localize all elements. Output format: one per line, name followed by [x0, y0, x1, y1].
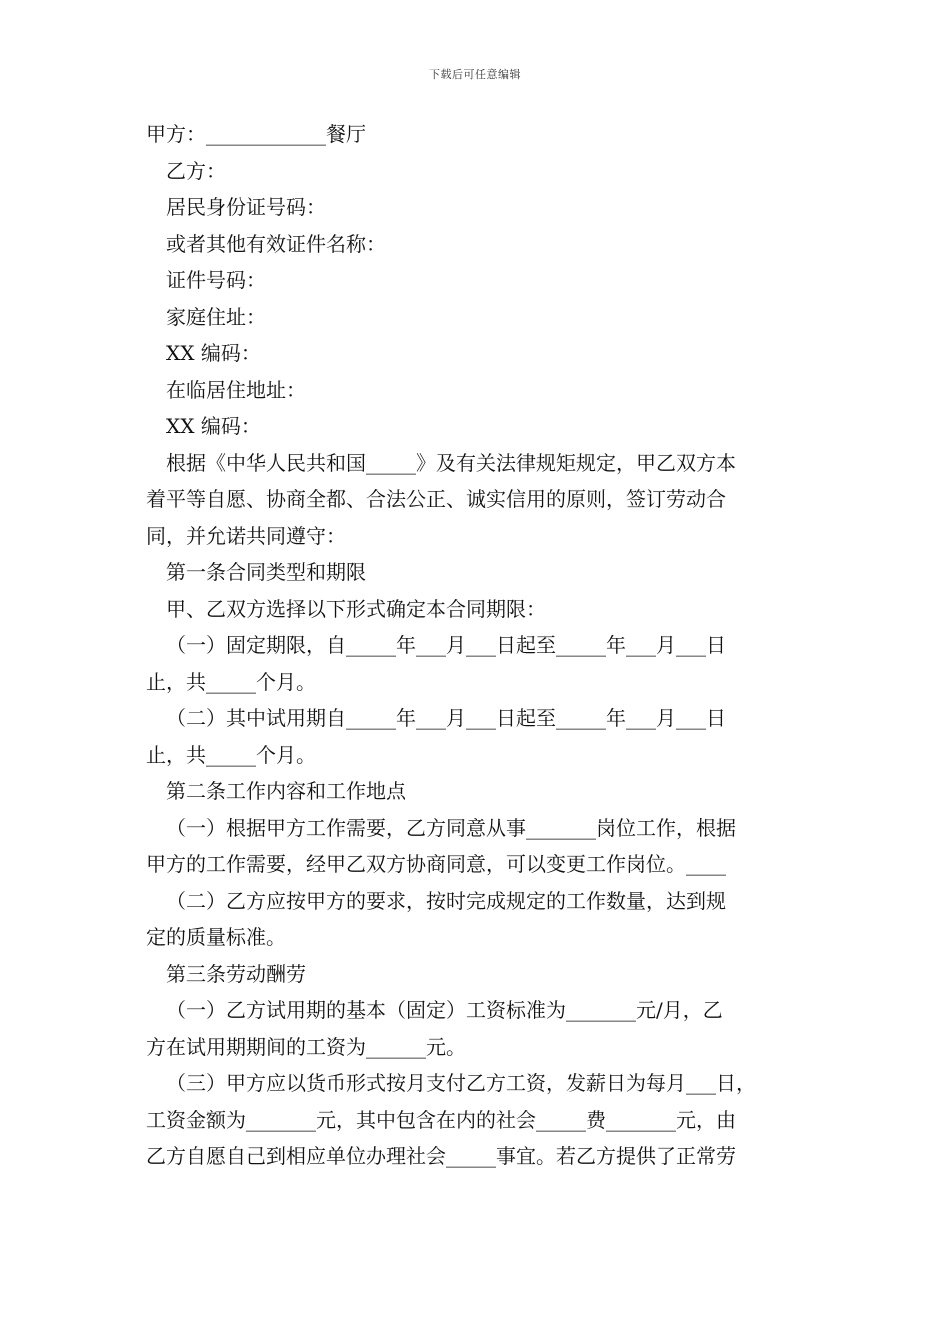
contract-line: （二）乙方应按甲方的要求，按时完成规定的工作数量，达到规	[166, 888, 726, 913]
contract-line: 证件号码：	[166, 268, 266, 292]
contract-line: 在临居住地址：	[166, 377, 306, 402]
contract-line: 甲方：____________餐厅	[146, 122, 366, 146]
contract-line: 定的质量标准。	[146, 925, 286, 949]
contract-line: （一）根据甲方工作需要，乙方同意从事_______岗位工作，根据	[166, 815, 736, 840]
contract-body	[146, 116, 811, 1175]
contract-line: 乙方自愿自己到相应单位办理社会_____事宜。若乙方提供了正常劳	[146, 1144, 736, 1168]
contract-line: 方在试用期期间的工资为______元。	[146, 1034, 466, 1059]
contract-line: 同，并允诺共同遵守：	[146, 523, 346, 548]
contract-line: 第三条劳动酬劳	[166, 961, 306, 986]
contract-line: 居民身份证号码：	[166, 195, 326, 219]
contract-line: XX 编码：	[166, 414, 261, 438]
contract-line: 根据《中华人民共和国_____》及有关法律规矩规定，甲乙双方本	[166, 450, 736, 475]
contract-line: 止，共_____个月。	[146, 669, 316, 694]
contract-line: （一）乙方试用期的基本（固定）工资标准为_______元/月，乙	[166, 998, 723, 1022]
contract-line: 工资金额为_______元，其中包含在内的社会_____费_______元，由	[146, 1107, 736, 1132]
contract-line: XX 编码：	[166, 341, 261, 365]
contract-line: 乙方：	[166, 158, 226, 183]
contract-line: （三）甲方应以货币形式按月支付乙方工资，发薪日为每月___日，	[166, 1071, 756, 1095]
contract-line: 第二条工作内容和工作地点	[166, 779, 406, 803]
contract-line: 或者其他有效证件名称：	[166, 231, 386, 256]
contract-line: 着平等自愿、协商全都、合法公正、诚实信用的原则，签订劳动合	[146, 487, 726, 511]
page-header: 下载后可任意编辑	[429, 68, 521, 81]
contract-line: 第一条合同类型和期限	[166, 560, 366, 584]
contract-line: 甲、乙双方选择以下形式确定本合同期限：	[166, 596, 546, 621]
contract-line: （二）其中试用期自_____年___月___日起至_____年___月___日	[166, 706, 726, 730]
contract-line: 止，共_____个月。	[146, 742, 316, 767]
contract-line: 家庭住址：	[166, 304, 266, 329]
contract-line: （一）固定期限，自_____年___月___日起至_____年___月___日	[166, 633, 726, 657]
contract-line: 甲方的工作需要，经甲乙双方协商同意，可以变更工作岗位。____	[146, 852, 726, 876]
